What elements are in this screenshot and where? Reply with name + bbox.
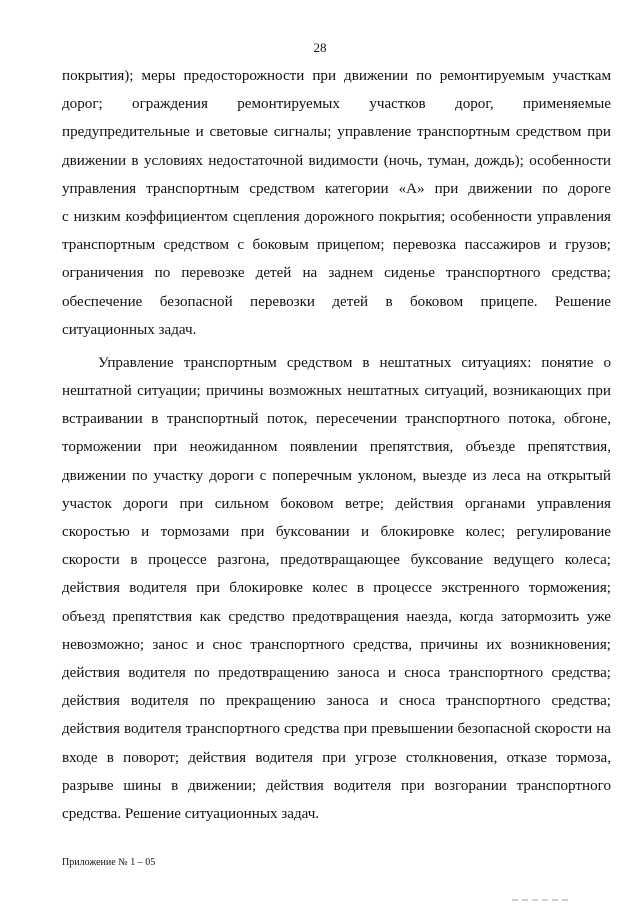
text-line: встраивании в транспортный поток, пересечении транспортного потока, обгоне, — [62, 411, 611, 428]
text-line: разрыве шины в движении; действия водителя при возгорании транспортного — [62, 777, 611, 794]
text-line: управления транспортным средством категории «А» при движении по дороге — [62, 180, 611, 197]
text-line: транспортным средством с боковым прицепом; перевозка пассажиров и грузов; — [62, 237, 611, 254]
text-line: входе в поворот; действия водителя при угрозе столкновения, отказе тормоза, — [62, 749, 611, 766]
text-line: Управление транспортным средством в нештатных ситуациях: понятие о — [98, 354, 611, 371]
scan-artifact — [512, 899, 572, 901]
page-number: 28 — [313, 40, 327, 55]
text-line: ситуационных задач. — [62, 321, 197, 338]
body-text — [62, 62, 611, 828]
text-line: действия водителя по предотвращению заноса и сноса транспортного средства; — [62, 664, 611, 681]
text-line: скорости в процессе разгона, предотвращающее буксование ведущего колеса; — [62, 552, 611, 569]
text-line: движении в условиях недостаточной видимости (ночь, туман, дождь); особенности — [62, 152, 611, 169]
text-line: скоростью и тормозами при буксовании и блокировке колес; регулирование — [62, 524, 611, 540]
text-line: нештатной ситуации; причины возможных нештатных ситуаций, возникающих при — [62, 383, 611, 400]
text-line: действия водителя по прекращению заноса и сноса транспортного средства; — [62, 693, 611, 710]
text-line: предупредительные и световые сигналы; управление транспортным средством при — [62, 124, 611, 141]
text-line: действия водителя при блокировке колес в процессе экстренного торможения; — [62, 580, 611, 597]
footer-note: Приложение № 1 – 05 — [62, 857, 156, 868]
text-line: объезд препятствия как средство предотвращения наезда, когда затормозить уже — [62, 608, 611, 625]
text-line: невозможно; занос и снос транспортного средства, причины их возникновения; — [62, 636, 611, 653]
text-line: с низким коэффициентом сцепления дорожного покрытия; особенности управления — [62, 208, 611, 225]
paragraph-1 — [62, 62, 611, 344]
text-line: средства. Решение ситуационных задач. — [62, 805, 320, 822]
text-line: движении по участку дороги с поперечным уклоном, выезде из леса на открытый — [62, 467, 611, 484]
text-line: дорог; ограждения ремонтируемых участков дорог, применяемые — [62, 96, 611, 113]
text-line: участок дороги при сильном боковом ветре; действия органами управления — [62, 495, 611, 512]
text-line: ограничения по перевозке детей на заднем сиденье транспортного средства; — [62, 265, 611, 282]
text-line: обеспечение безопасной перевозки детей в боковом прицепе. Решение — [62, 293, 611, 310]
text-line: торможении при неожиданном появлении препятствия, объезде препятствия, — [62, 439, 611, 456]
text-line: покрытия); меры предосторожности при движении по ремонтируемым участкам — [62, 68, 611, 84]
paragraph-2 — [62, 349, 611, 828]
text-line: действия водителя транспортного средства при превышении безопасной скорости на — [62, 721, 611, 738]
